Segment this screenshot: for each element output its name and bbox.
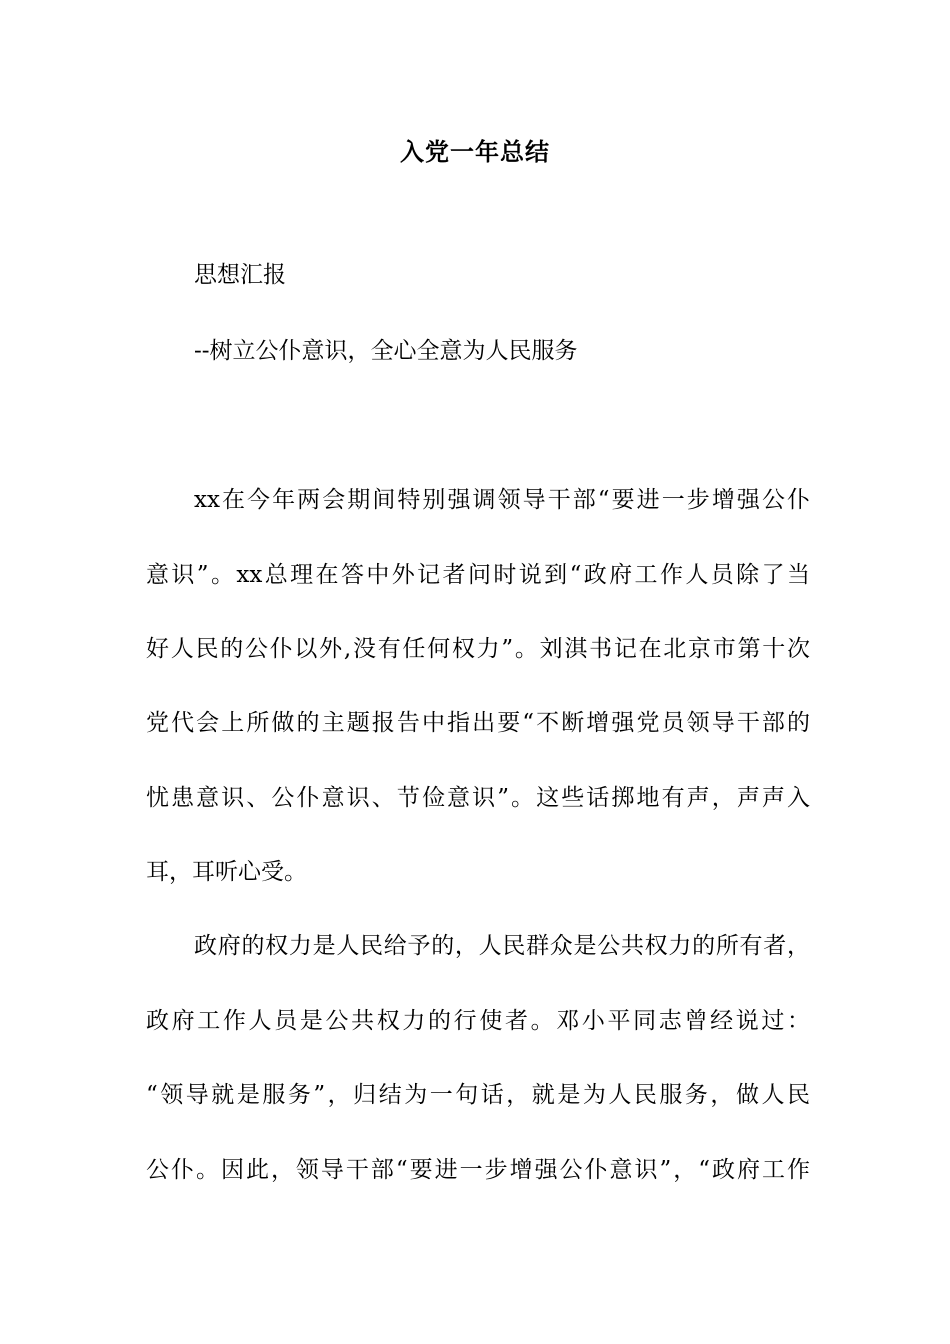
paragraph-line: xx在今年两会期间特别强调领导干部“要进一步增强公仆	[194, 487, 810, 513]
paragraph-line: 公仆。因此，领导干部“要进一步增强公仆意识”，“政府工作	[146, 1157, 810, 1183]
paragraph-line: “领导就是服务”，归结为一句话，就是为人民服务，做人民	[146, 1082, 810, 1108]
paragraph-line: 党代会上所做的主题报告中指出要“不断增强党员领导干部的	[146, 710, 810, 736]
paragraph-line: 忧患意识、公仆意识、节俭意识”。这些话掷地有声，声声入	[146, 785, 810, 811]
paragraph-line: 好人民的公仆以外,没有任何权力”。刘淇书记在北京市第十次	[146, 636, 810, 662]
paragraph-line: 意识”。xx总理在答中外记者问时说到“政府工作人员除了当	[146, 562, 810, 588]
section-subheading: --树立公仆意识，全心全意为人民服务	[194, 338, 578, 364]
section-heading: 思想汇报	[194, 262, 286, 288]
paragraph-line: 政府的权力是人民给予的，人民群众是公共权力的所有者，	[194, 933, 810, 959]
paragraph-line: 耳，耳听心受。	[146, 859, 307, 885]
document-title: 入党一年总结	[400, 138, 550, 166]
paragraph-line: 政府工作人员是公共权力的行使者。邓小平同志曾经说过：	[146, 1008, 810, 1034]
